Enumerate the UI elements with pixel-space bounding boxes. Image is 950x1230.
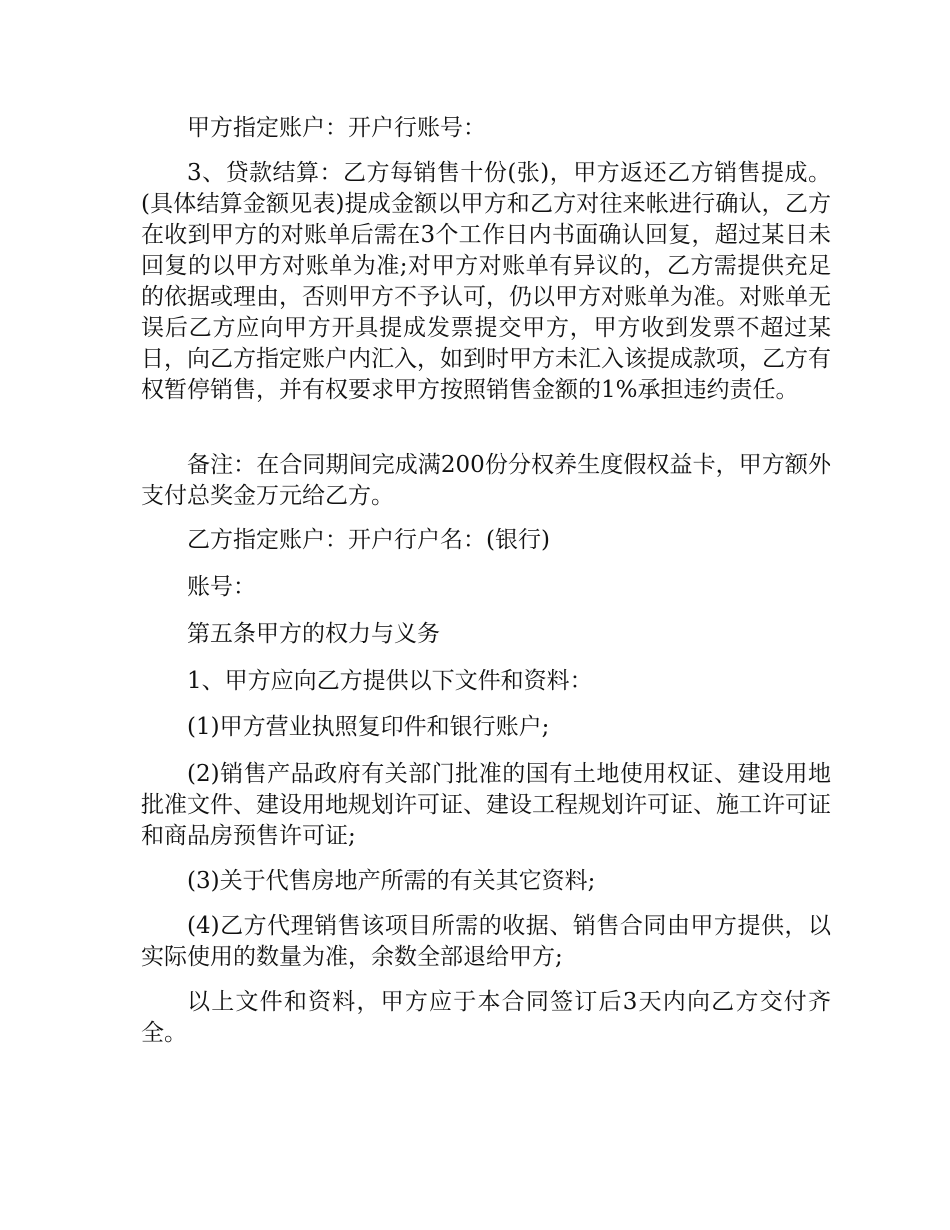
paragraph-subitem-4: (4)乙方代理销售该项目所需的收据、销售合同由甲方提供，以实际使用的数量为准，余数全部退给甲方; (141, 913, 831, 970)
paragraph-party-a-account: 甲方指定账户：开户行账号： (187, 115, 486, 141)
paragraph-subitem-3: (3)关于代售房地产所需的有关其它资料; (187, 868, 596, 894)
paragraph-payment-settlement: 3、贷款结算：乙方每销售十份(张)，甲方返还乙方销售提成。(具体结算金额见表)提成金额以甲方和乙方对往来帐进行确认，乙方在收到甲方的对账单后需在3个工作日内书面确认回复，超过某日未回复的以甲方对账单为准;对甲方对账单有异议的，乙方需提供充足的依据或理由，否则甲方不予认可，仍以甲方对账单为准。对账单无误后乙方应向甲方开具提成发票提交甲方，甲方收到发票不超过某日，向乙方指定账户内汇入，如到时甲方未汇入该提成款项，乙方有权暂停销售，并有权要求甲方按照销售金额的1%承担违约责任。 (141, 160, 831, 403)
paragraph-account-number: 账号： (187, 574, 256, 600)
paragraph-item-1: 1、甲方应向乙方提供以下文件和资料： (187, 668, 593, 694)
paragraph-remark-bonus: 备注：在合同期间完成满200份分权养生度假权益卡，甲方额外支付总奖金万元给乙方。 (141, 452, 831, 509)
section-heading-article-5: 第五条甲方的权力与义务 (187, 621, 440, 647)
paragraph-subitem-2: (2)销售产品政府有关部门批准的国有土地使用权证、建设用地批准文件、建设用地规划许可证、建设工程规划许可证、施工许可证和商品房预售许可证; (141, 761, 831, 849)
paragraph-party-b-account: 乙方指定账户：开户行户名：(银行) (187, 527, 550, 553)
paragraph-delivery-deadline: 以上文件和资料，甲方应于本合同签订后3天内向乙方交付齐全。 (141, 989, 831, 1046)
paragraph-subitem-1: (1)甲方营业执照复印件和银行账户; (187, 714, 550, 740)
